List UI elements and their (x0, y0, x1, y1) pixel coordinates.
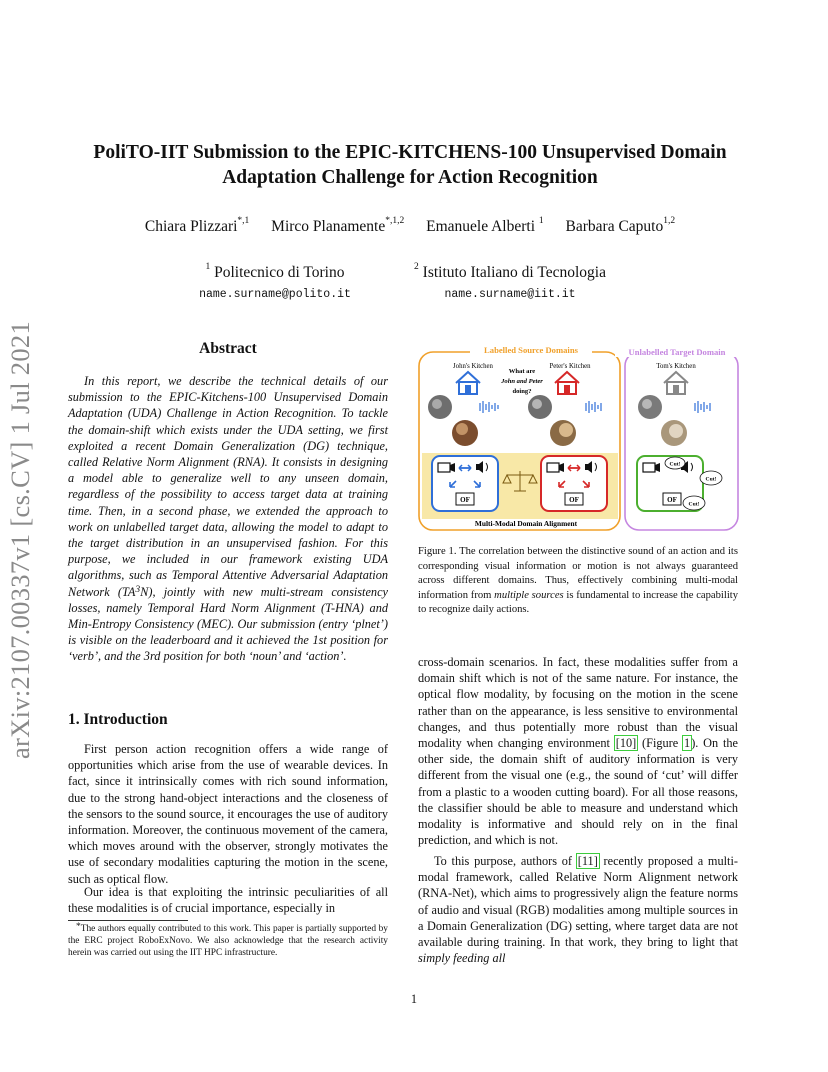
footnote (68, 923, 388, 960)
abstract-sup: 3 (135, 584, 141, 595)
citation-link[interactable]: [11] (577, 854, 598, 868)
right-paragraph-2 (418, 853, 738, 966)
footnote-rule (68, 920, 188, 921)
author-4 (566, 218, 676, 235)
arxiv-stamp: arXiv:2107.00337v1 [cs.CV] 1 Jul 2021 (5, 321, 35, 760)
of-label-green: OF (667, 496, 677, 504)
abstract-part-b: N), jointly with new multi-stream consistency losses, namely Temporal Hard Norm Alignment (T-HNA) and Min-Entropy Consistency (MEC). Our submission (entry ‘plnet’) is visible on the leaderboard and it achieved the 1st position for ‘verb’, and the 3rd position for both ‘noun’ and ‘action’. (68, 584, 388, 664)
footnote-mark: * (76, 922, 81, 932)
cut-text-2: Cut! (705, 476, 717, 483)
author-3 (426, 218, 544, 235)
email-2: name.surname@iit.it (444, 288, 576, 301)
text-span: ). On the other side, the domain shift of auditory information is very different from the visual one (e.g., the sound of ‘cut’ will differ from a plastic to a wooden cutting board). For all those reasons, the classifier should be able to measure and understand which modality is informative and should rely on in the final prediction, and which is not. (418, 736, 738, 848)
paper-title (60, 140, 760, 190)
author-sup: *,1 (237, 216, 250, 226)
house-icon-gray (664, 372, 688, 394)
affiliation-2 (395, 264, 625, 282)
speech-bubble-2 (700, 471, 722, 485)
speech-bubble-1 (665, 457, 685, 469)
audio-wave-icon-1 (480, 401, 498, 413)
author-sup: 1 (538, 216, 544, 226)
caption-part-b: is fundamental to increase the capability to recognize daily actions. (418, 589, 739, 615)
author-list (60, 218, 760, 236)
kitchen-label-1: John's Kitchen (453, 363, 493, 370)
unlabelled-header: Unlabelled Target Domain (628, 347, 726, 357)
of-label-blue: OF (460, 496, 470, 504)
author-name: Mirco Planamente (271, 218, 386, 235)
figure-1 (418, 343, 740, 532)
author-1 (145, 218, 249, 235)
intro-paragraph-1: First person action recognition offers a wide range of opportunities which arise from the use of wearable devices. In fact, since it intrinsically comes with rich sound information, due to the strong hand-object interactions and the closeness of the sensors to the sound source, it encourages the use of auditory information. Moreover, the continuous movement of the camera, which moves around with the observer, strongly motivates the use of secondary modalities capturing the motion in the scene, such as optical flow. (68, 742, 388, 886)
modality-box-red (541, 456, 607, 511)
modality-box-blue (432, 456, 498, 511)
abstract-heading: Abstract (199, 340, 257, 357)
question-line-1: What are (508, 368, 536, 375)
right-paragraph-1 (418, 654, 738, 848)
alignment-label: Multi-Modal Domain Alignment (474, 519, 578, 528)
affiliation-name: Politecnico di Torino (214, 264, 345, 281)
intro-paragraph-2: Our idea is that exploiting the intrinsic peculiarities of all these modalities is of crucial importance, especially in (68, 885, 388, 916)
author-2 (271, 218, 404, 235)
house-icon-blue (456, 372, 480, 394)
audio-wave-icon-2 (586, 401, 601, 413)
figure-ref-link[interactable]: 1 (684, 736, 691, 751)
author-sup: 1,2 (663, 216, 676, 226)
kitchen-label-2: Peter's Kitchen (549, 363, 591, 370)
kitchen-label-3: Tom's Kitchen (656, 363, 696, 370)
abstract-text (68, 373, 388, 665)
text-span: cross-domain scenarios. In fact, these modalities suffer from a domain shift which is not of the same nature. For instance, the optical flow modality, by focusing on the motion in the scene rather than on the appearance, is less sensitive to environmental changes, and thus potentially more robust than the visual modality when changing environment (418, 655, 738, 751)
title-line-1: PoliTO-IIT Submission to the EPIC-KITCHENS-100 Unsupervised Domain (93, 142, 727, 163)
author-sup: *,1,2 (385, 216, 405, 226)
affiliation-sup: 2 (414, 262, 419, 272)
cut-text-3: Cut! (688, 501, 700, 508)
citation-link[interactable]: [10] (615, 736, 637, 751)
email-1: name.surname@polito.it (199, 288, 351, 301)
text-span-italic: simply feeding all (418, 951, 506, 966)
author-name: Chiara Plizzari (144, 218, 238, 235)
of-label-red: OF (569, 496, 579, 504)
footnote-text: The authors equally contributed to this work. This paper is partially supported by the ERC project RoboExNovo. We also acknowledge that the research activity herein was carried out using the IIT HPC infrastructure. (68, 924, 388, 959)
caption-part-a: Figure 1. The correlation between the distinctive sound of an action and its corresponding visual information or motion is not always guaranteed across different domains. Thus, effectively combining multi-modal information from (418, 546, 738, 601)
intro-heading: 1. Introduction (68, 711, 168, 728)
author-name: Emanuele Alberti (426, 218, 536, 235)
text-span: recently proposed a multi-modal framework, called Relative Norm Alignment network (RNA-Net), which aims to progressively align the feature norms of audio and visual (RGB) modalities among multiple sources in a Domain Generalization (DG) setting, where target data are not available during training. In that work, they bring to light that (418, 854, 738, 950)
audio-wave-icon-3 (695, 401, 710, 413)
author-name: Barbara Caputo (565, 218, 664, 235)
abstract-part-a: In this report, we describe the technical details of our submission to the EPIC-Kitchens-100 Unsupervised Domain Adaptation (UDA) Challenge in Action Recognition. To tackle the domain-shift which exists under the UDA setting, we first exploited a recent Domain Generalization (DG) technique, called Relative Norm Alignment (RNA). It consists in designing a model able to generalize well to any unseen domain, regardless of the possibility to access target data at training time. Then, in a second phase, we extended the approach to work on unlabelled target data, allowing the model to adapt to the target distribution in an unsupervised fashion. For this purpose, we included in our framework existing UDA algorithms, such as Temporal Attentive Adversarial Adaptation Network (TA (68, 374, 388, 599)
question-line-2: John and Peter (501, 378, 543, 385)
speech-bubble-3 (683, 496, 705, 510)
title-line-2: Adaptation Challenge for Action Recognition (222, 167, 598, 188)
affiliation-sup: 1 (205, 262, 211, 272)
figure-caption (418, 545, 738, 618)
text-span: (Figure (637, 736, 684, 751)
text-span: To this purpose, authors of (434, 854, 577, 868)
cut-text-1: Cut! (669, 461, 681, 468)
house-icon-red (555, 372, 579, 394)
page-number: 1 (410, 992, 418, 1006)
affiliation-1 (175, 264, 375, 282)
question-line-3: doing? (512, 388, 532, 395)
affiliation-name: Istituto Italiano di Tecnologia (422, 264, 606, 281)
caption-italic: multiple sources (494, 589, 564, 601)
labelled-header: Labelled Source Domains (484, 345, 578, 355)
